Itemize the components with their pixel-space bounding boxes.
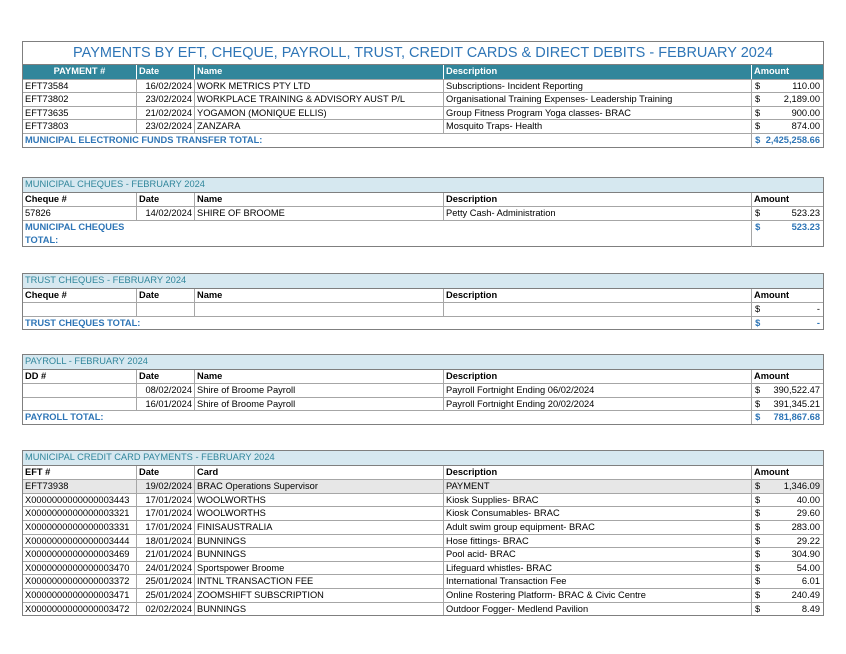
description-cell: Group Fitness Program Yoga classes- BRAC <box>443 107 751 120</box>
amount-value: 29.60 <box>796 508 820 519</box>
column-header: Date <box>136 370 194 384</box>
currency-symbol: $ <box>755 535 761 546</box>
eft-table <box>22 41 824 148</box>
trust-table <box>22 273 824 330</box>
column-header: Amount <box>751 289 823 303</box>
currency-symbol: $ <box>755 208 761 219</box>
total-amount <box>751 221 823 247</box>
table-row <box>23 106 823 120</box>
id-cell: X0000000000000003444 <box>25 535 130 546</box>
amount-value: - <box>816 317 820 328</box>
total-label <box>23 221 751 247</box>
description-cell: Kiosk Supplies- BRAC <box>443 494 751 507</box>
name-cell: ZOOMSHIFT SUBSCRIPTION <box>194 589 443 602</box>
total-amount <box>751 317 823 330</box>
currency-symbol: $ <box>755 317 761 328</box>
table-row <box>23 92 823 106</box>
amount-value: 283.00 <box>791 521 820 532</box>
name-cell: Shire of Broome Payroll <box>194 398 443 411</box>
name-cell: BUNNINGS <box>194 535 443 548</box>
column-header: Cheque # <box>25 289 67 300</box>
table-row <box>23 520 823 534</box>
column-header: Description <box>443 466 751 480</box>
table-row <box>23 602 823 616</box>
table-row <box>23 534 823 548</box>
amount-value: 874.00 <box>791 121 820 132</box>
column-header: Amount <box>751 466 823 480</box>
amount-value: 1,346.09 <box>783 481 820 492</box>
amount-cell <box>751 548 823 561</box>
date-cell: 16/02/2024 <box>136 80 194 93</box>
currency-symbol: $ <box>755 508 761 519</box>
amount-value: 240.49 <box>791 589 820 600</box>
date-cell: 21/01/2024 <box>136 548 194 561</box>
date-cell: 23/02/2024 <box>136 120 194 133</box>
currency-symbol: $ <box>755 481 761 492</box>
description-cell: Outdoor Fogger- Medlend Pavilion <box>443 603 751 616</box>
column-header: EFT # <box>25 466 51 477</box>
page-title: PAYMENTS BY EFT, CHEQUE, PAYROLL, TRUST, CREDIT CARDS & DIRECT DEBITS - FEBRUARY 2024 <box>23 42 823 65</box>
currency-symbol: $ <box>755 134 761 145</box>
amount-cell <box>751 507 823 520</box>
credit-table <box>22 450 824 616</box>
id-cell <box>23 398 136 411</box>
currency-symbol: $ <box>755 385 761 396</box>
table-row <box>23 79 823 93</box>
currency-symbol: $ <box>755 589 761 600</box>
amount-cell <box>751 384 823 397</box>
date-cell: 08/02/2024 <box>136 384 194 397</box>
description-cell: International Transaction Fee <box>443 575 751 588</box>
description-cell: Pool acid- BRAC <box>443 548 751 561</box>
name-cell: Shire of Broome Payroll <box>194 384 443 397</box>
table-row <box>23 302 823 316</box>
description-cell: Adult swim group equipment- BRAC <box>443 521 751 534</box>
name-cell: Sportspower Broome <box>194 562 443 575</box>
currency-symbol: $ <box>755 121 761 132</box>
empty-cell <box>23 303 136 316</box>
amount-value: - <box>816 304 820 315</box>
name-cell: SHIRE OF BROOME <box>194 207 443 220</box>
date-cell: 14/02/2024 <box>136 207 194 220</box>
currency-symbol: $ <box>755 562 761 573</box>
column-header: PAYMENT # <box>53 66 106 76</box>
id-cell: X0000000000000003321 <box>25 508 130 519</box>
date-cell: 17/01/2024 <box>136 521 194 534</box>
description-cell: Subscriptions- Incident Reporting <box>443 80 751 93</box>
amount-value: 390,522.47 <box>773 385 820 396</box>
amount-value: 29.22 <box>796 535 820 546</box>
amount-cell <box>751 107 823 120</box>
payroll-rows <box>23 370 823 424</box>
table-row <box>23 479 823 493</box>
amount-value: 40.00 <box>796 494 820 505</box>
cheques-rows <box>23 193 823 246</box>
id-cell: X0000000000000003331 <box>25 521 130 532</box>
payroll-table <box>22 354 824 425</box>
column-header: Description <box>443 65 751 79</box>
table-row <box>23 119 823 133</box>
date-cell: 21/02/2024 <box>136 107 194 120</box>
column-header: Cheque # <box>25 193 67 204</box>
currency-symbol: $ <box>755 107 761 118</box>
amount-cell <box>751 207 823 220</box>
column-header: Name <box>194 370 443 384</box>
date-cell: 25/01/2024 <box>136 575 194 588</box>
cheques-title: MUNICIPAL CHEQUES - FEBRUARY 2024 <box>23 178 823 193</box>
amount-value: 523.23 <box>791 221 820 232</box>
total-label: TRUST CHEQUES TOTAL: <box>25 317 141 328</box>
column-header: Amount <box>751 370 823 384</box>
amount-value: 54.00 <box>796 562 820 573</box>
empty-cell <box>443 303 751 316</box>
id-cell <box>23 384 136 397</box>
currency-symbol: $ <box>755 576 761 587</box>
amount-value: 2,189.00 <box>783 94 820 105</box>
id-cell: 57826 <box>25 208 51 219</box>
id-cell: X0000000000000003469 <box>25 549 130 560</box>
column-header: Description <box>443 289 751 303</box>
description-cell: Organisational Training Expenses- Leadership Training <box>443 93 751 106</box>
currency-symbol: $ <box>755 521 761 532</box>
amount-value: 781,867.68 <box>773 412 820 423</box>
total-amount <box>751 411 823 424</box>
name-cell: BUNNINGS <box>194 548 443 561</box>
amount-value: 391,345.21 <box>773 398 820 409</box>
empty-cell <box>136 303 194 316</box>
table-row <box>23 588 823 602</box>
payroll-title: PAYROLL - FEBRUARY 2024 <box>23 355 823 370</box>
name-cell: INTNL TRANSACTION FEE <box>194 575 443 588</box>
header-row <box>23 370 823 384</box>
amount-cell <box>751 398 823 411</box>
currency-symbol: $ <box>755 603 761 614</box>
name-cell: WOOLWORTHS <box>194 507 443 520</box>
currency-symbol: $ <box>755 221 761 232</box>
column-header: Date <box>136 289 194 303</box>
currency-symbol: $ <box>755 412 761 423</box>
id-cell: EFT73803 <box>25 121 69 132</box>
amount-cell <box>751 480 823 493</box>
amount-cell <box>751 80 823 93</box>
id-cell: EFT73635 <box>25 107 69 118</box>
id-cell: X0000000000000003372 <box>25 576 130 587</box>
column-header: DD # <box>25 370 47 381</box>
amount-cell <box>751 562 823 575</box>
total-label-line: TOTAL: <box>25 235 59 246</box>
amount-cell <box>751 535 823 548</box>
header-row <box>23 466 823 480</box>
header-row <box>23 193 823 207</box>
currency-symbol: $ <box>755 94 761 105</box>
total-label: PAYROLL TOTAL: <box>25 412 104 423</box>
currency-symbol: $ <box>755 549 761 560</box>
amount-value: 523.23 <box>791 208 820 219</box>
date-cell: 17/01/2024 <box>136 507 194 520</box>
description-cell: Petty Cash- Administration <box>443 207 751 220</box>
column-header: Amount <box>751 65 823 79</box>
currency-symbol: $ <box>755 494 761 505</box>
table-row <box>23 397 823 411</box>
name-cell: WORKPLACE TRAINING & ADVISORY AUST P/L <box>194 93 443 106</box>
cheques-table <box>22 177 824 247</box>
description-cell: Kiosk Consumables- BRAC <box>443 507 751 520</box>
description-cell: Mosquito Traps- Health <box>443 120 751 133</box>
name-cell: FINISAUSTRALIA <box>194 521 443 534</box>
date-cell: 02/02/2024 <box>136 603 194 616</box>
currency-symbol: $ <box>755 80 761 91</box>
column-header: Date <box>136 193 194 207</box>
name-cell: YOGAMON (MONIQUE ELLIS) <box>194 107 443 120</box>
amount-value: 2,425,258.66 <box>765 134 820 145</box>
name-cell: BRAC Operations Supervisor <box>194 480 443 493</box>
total-row <box>23 410 823 424</box>
table-row <box>23 206 823 220</box>
column-header: Date <box>136 65 194 79</box>
amount-value: 900.00 <box>791 107 820 118</box>
currency-symbol: $ <box>755 304 761 315</box>
description-cell: Online Rostering Platform- BRAC & Civic Centre <box>443 589 751 602</box>
id-cell: X0000000000000003471 <box>25 589 130 600</box>
id-cell: EFT73938 <box>25 481 69 492</box>
amount-cell <box>751 603 823 616</box>
date-cell: 25/01/2024 <box>136 589 194 602</box>
table-row <box>23 506 823 520</box>
total-row <box>23 316 823 330</box>
amount-cell <box>751 303 823 316</box>
total-row <box>23 133 823 147</box>
name-cell: WORK METRICS PTY LTD <box>194 80 443 93</box>
name-cell: WOOLWORTHS <box>194 494 443 507</box>
header-row <box>23 65 823 79</box>
date-cell: 16/01/2024 <box>136 398 194 411</box>
currency-symbol: $ <box>755 398 761 409</box>
column-header: Date <box>136 466 194 480</box>
description-cell: Lifeguard whistles- BRAC <box>443 562 751 575</box>
trust-rows <box>23 289 823 330</box>
table-row <box>23 547 823 561</box>
name-cell: BUNNINGS <box>194 603 443 616</box>
id-cell: EFT73802 <box>25 94 69 105</box>
amount-value: 110.00 <box>792 80 820 91</box>
column-header: Name <box>194 65 443 79</box>
total-row <box>23 220 823 246</box>
id-cell: EFT73584 <box>25 80 69 91</box>
header-row <box>23 289 823 303</box>
description-cell: Payroll Fortnight Ending 06/02/2024 <box>443 384 751 397</box>
name-cell: ZANZARA <box>194 120 443 133</box>
total-label-line: MUNICIPAL CHEQUES <box>25 221 125 232</box>
table-row <box>23 383 823 397</box>
column-header: Name <box>194 193 443 207</box>
amount-cell <box>751 589 823 602</box>
date-cell: 19/02/2024 <box>136 480 194 493</box>
column-header: Name <box>194 289 443 303</box>
description-cell: PAYMENT <box>443 480 751 493</box>
total-amount <box>751 134 823 147</box>
amount-value: 304.90 <box>791 549 820 560</box>
column-header: Card <box>194 466 443 480</box>
amount-cell <box>751 494 823 507</box>
description-cell: Payroll Fortnight Ending 20/02/2024 <box>443 398 751 411</box>
trust-title: TRUST CHEQUES - FEBRUARY 2024 <box>23 274 823 289</box>
column-header: Amount <box>751 193 823 207</box>
table-row <box>23 493 823 507</box>
amount-value: 6.01 <box>801 576 820 587</box>
credit-title: MUNICIPAL CREDIT CARD PAYMENTS - FEBRUARY 2024 <box>23 451 823 466</box>
amount-cell <box>751 575 823 588</box>
table-row <box>23 561 823 575</box>
id-cell: X0000000000000003472 <box>25 603 130 614</box>
date-cell: 17/01/2024 <box>136 494 194 507</box>
amount-cell <box>751 120 823 133</box>
id-cell: X0000000000000003443 <box>25 494 130 505</box>
description-cell: Hose fittings- BRAC <box>443 535 751 548</box>
date-cell: 23/02/2024 <box>136 93 194 106</box>
column-header: Description <box>443 193 751 207</box>
id-cell: X0000000000000003470 <box>25 562 130 573</box>
total-label: MUNICIPAL ELECTRONIC FUNDS TRANSFER TOTAL: <box>25 134 263 145</box>
date-cell: 24/01/2024 <box>136 562 194 575</box>
amount-cell <box>751 521 823 534</box>
date-cell: 18/01/2024 <box>136 535 194 548</box>
eft-rows <box>23 65 823 147</box>
amount-value: 8.49 <box>801 603 820 614</box>
empty-cell <box>194 303 443 316</box>
amount-cell <box>751 93 823 106</box>
column-header: Description <box>443 370 751 384</box>
credit-rows <box>23 466 823 616</box>
table-row <box>23 574 823 588</box>
